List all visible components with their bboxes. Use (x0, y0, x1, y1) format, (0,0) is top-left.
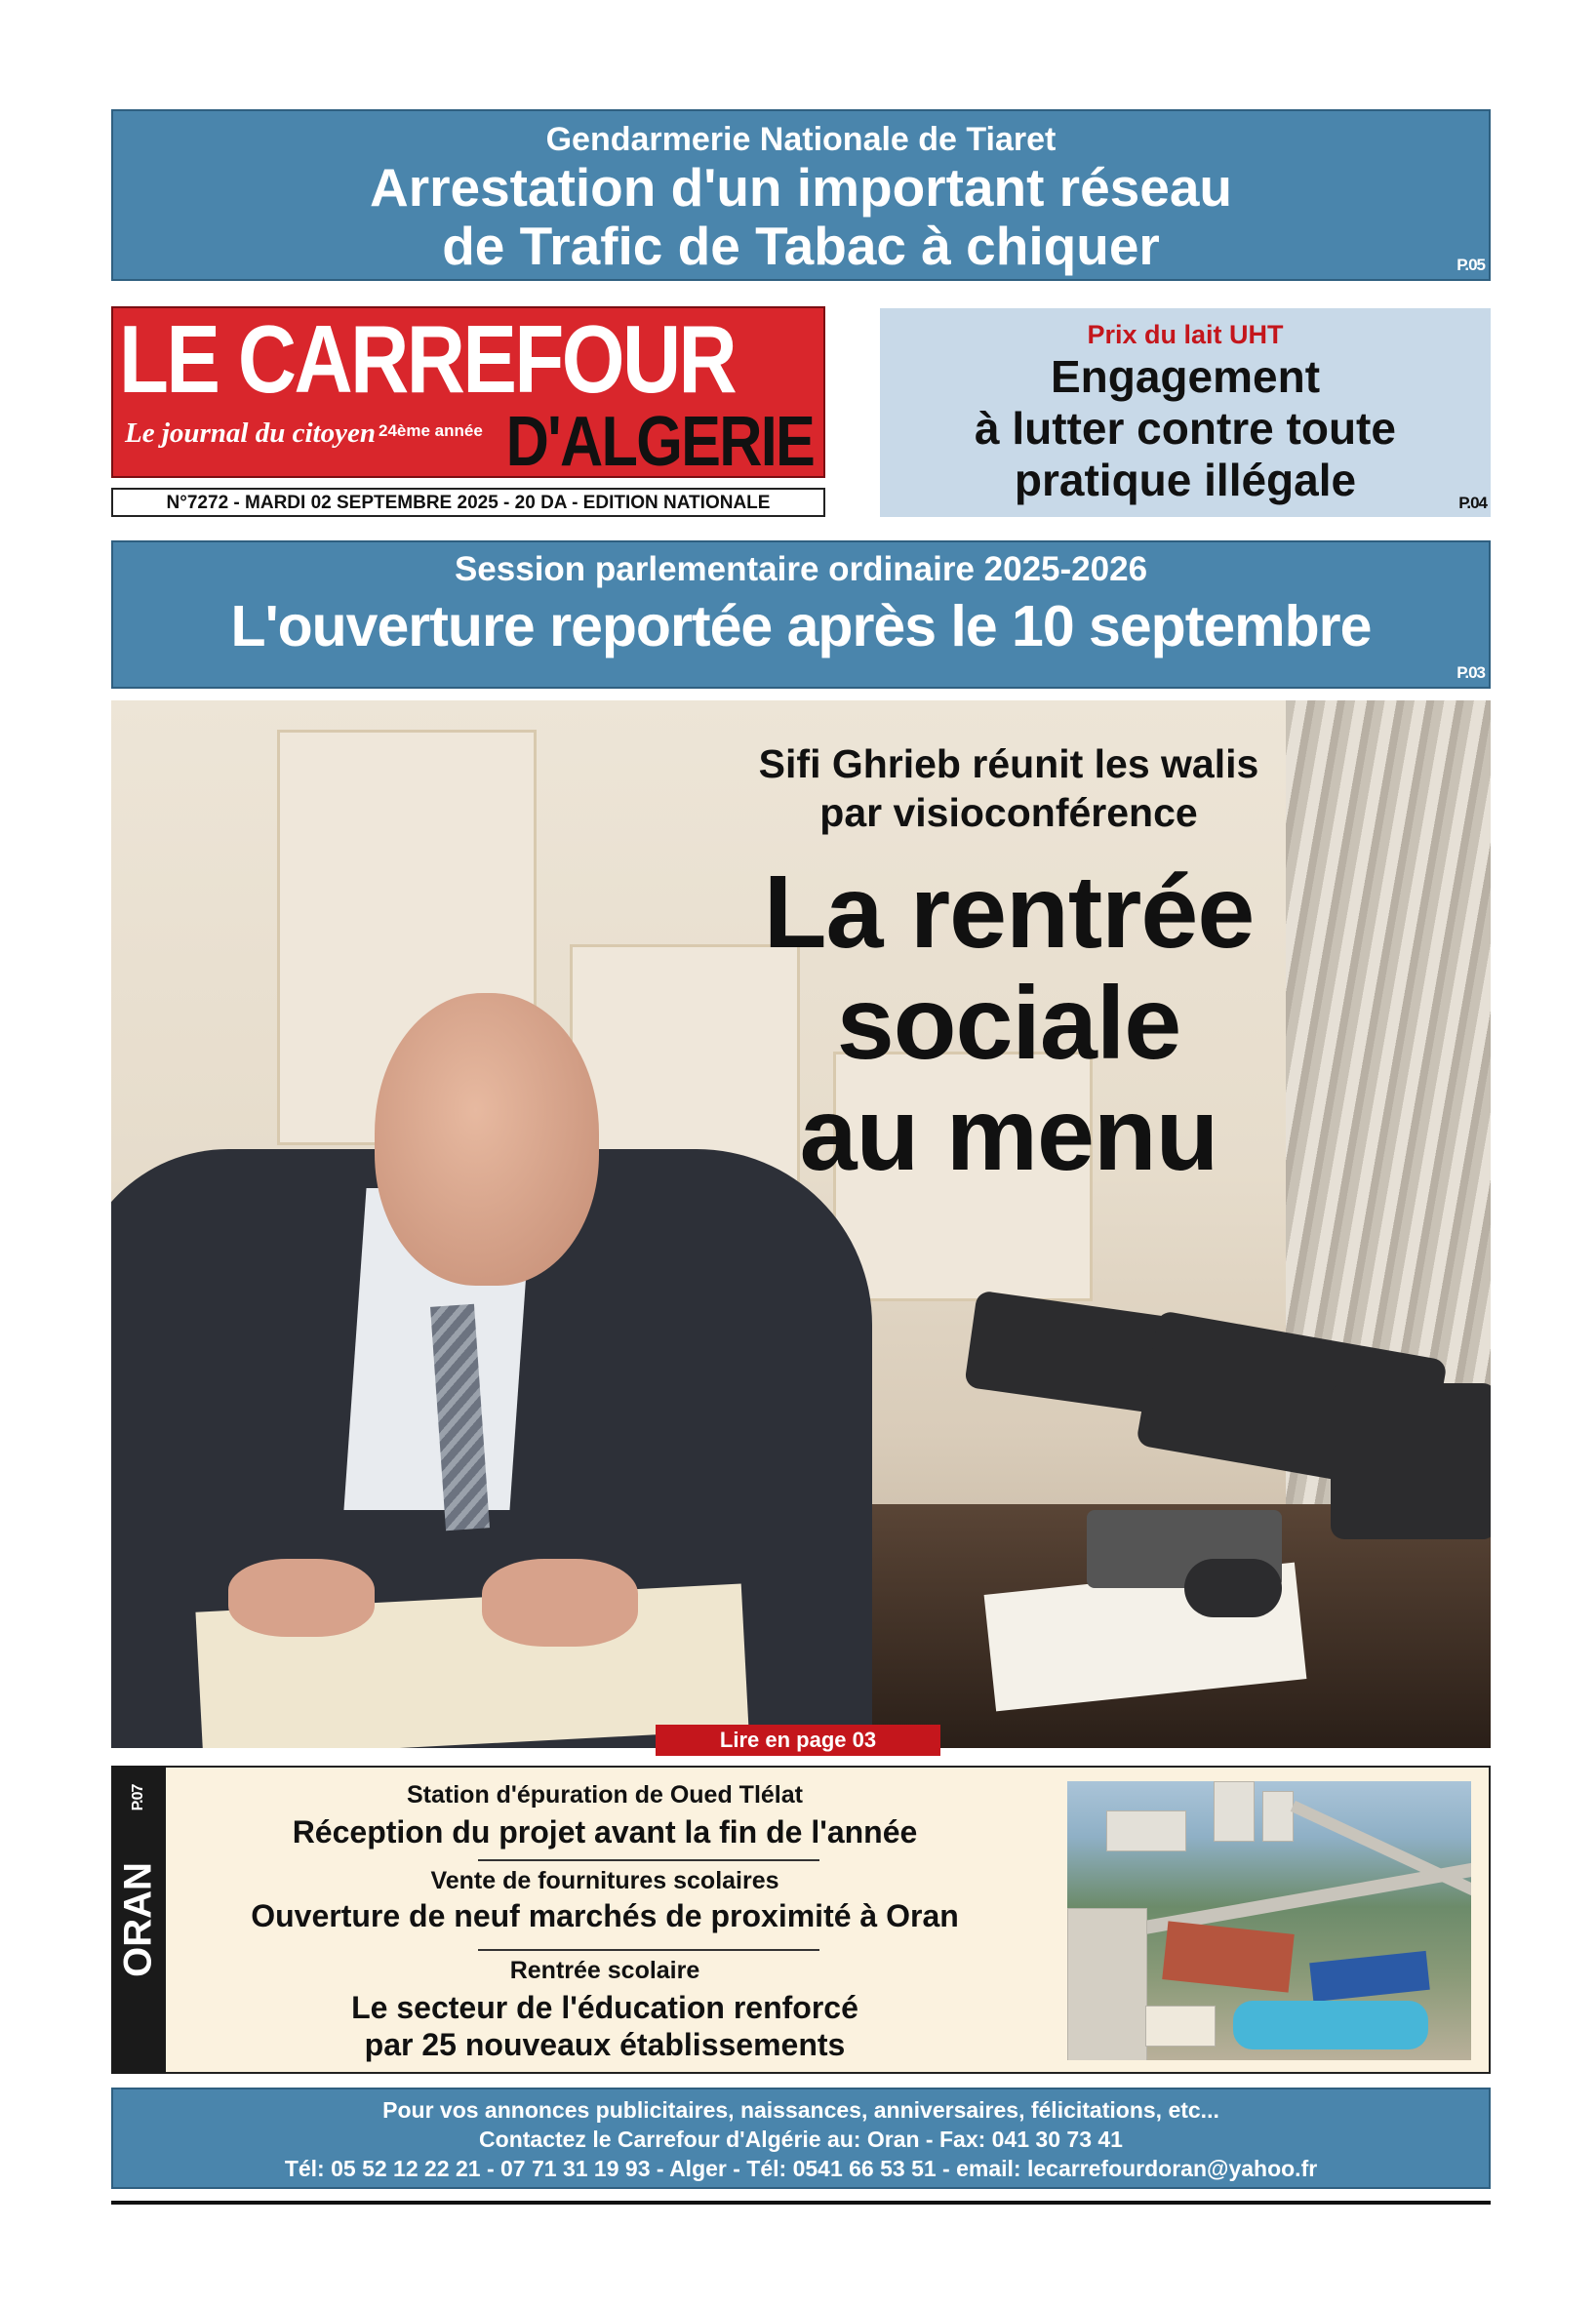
footer-line-3: Tél: 05 52 12 22 21 - 07 71 31 19 93 - Alger - Tél: 0541 66 53 51 - email: lecarrefourdoran@yahoo.fr (284, 2156, 1318, 2181)
milk-box-page-ref: P.04 (1458, 494, 1487, 512)
oran-photo (1067, 1781, 1471, 2060)
session-banner[interactable] (111, 540, 1491, 689)
masthead-edition: 24ème année (379, 421, 483, 440)
milk-box-kicker: Prix du lait UHT (1087, 320, 1284, 349)
oran-divider (478, 1859, 819, 1861)
masthead-tagline: Le journal du citoyen (125, 418, 376, 449)
masthead-name-line-2: D'ALGERIE (505, 403, 814, 478)
main-story[interactable] (111, 700, 1491, 1748)
oran-item-1-headline[interactable]: Réception du projet avant la fin de l'année (292, 1814, 918, 1850)
top-banner-headline-line-1: Arrestation d'un important réseau (369, 157, 1233, 218)
main-story-headline-line-2: sociale (836, 966, 1181, 1081)
read-more-link[interactable]: Lire en page 03 (656, 1725, 940, 1756)
milk-box-headline (880, 351, 1491, 506)
footer-ads-contact[interactable] (111, 2088, 1491, 2189)
footer-line-2: Contactez le Carrefour d'Algérie au: Oran - Fax: 041 30 73 41 (479, 2127, 1123, 2152)
oran-page-ref: P.07 (130, 1784, 146, 1811)
oran-item-2-kicker: Vente de fournitures scolaires (430, 1867, 779, 1894)
bottom-rule (111, 2201, 1491, 2205)
main-story-headline (618, 856, 1399, 1190)
masthead-logo[interactable] (111, 306, 825, 478)
main-story-headline-line-1: La rentrée (763, 855, 1255, 970)
main-story-headline-line-3: au menu (799, 1077, 1218, 1192)
oran-item-2-headline[interactable]: Ouverture de neuf marchés de proximité à Oran (251, 1898, 959, 1933)
main-story-kicker-line-1: Sifi Ghrieb réunit les walis (758, 741, 1259, 786)
oran-section-label: ORAN (116, 1862, 160, 1977)
oran-section-tab[interactable] (111, 1766, 166, 2074)
session-banner-page-ref: P.03 (1456, 663, 1485, 682)
top-banner[interactable] (111, 109, 1491, 281)
main-story-kicker-line-2: par visioconférence (819, 790, 1198, 835)
milk-box-headline-line-2: à lutter contre toute (975, 403, 1396, 454)
oran-item-3-headline-line-1[interactable]: Le secteur de l'éducation renforcé (351, 1990, 858, 2025)
milk-box-headline-line-1: Engagement (1050, 351, 1321, 402)
top-banner-page-ref: P.05 (1456, 256, 1485, 274)
top-banner-kicker: Gendarmerie Nationale de Tiaret (545, 121, 1057, 158)
session-banner-headline: L'ouverture reportée après le 10 septembre (230, 594, 1372, 658)
masthead-name-line-1: LE CARREFOUR (119, 306, 736, 413)
milk-box-headline-line-3: pratique illégale (1014, 455, 1357, 505)
oran-divider (478, 1949, 819, 1951)
top-banner-headline (113, 158, 1489, 275)
session-banner-kicker: Session parlementaire ordinaire 2025-2026 (454, 550, 1148, 588)
main-story-kicker (658, 739, 1360, 837)
footer-line-1: Pour vos annonces publicitaires, naissances, anniversaires, félicitations, etc... (382, 2097, 1219, 2123)
oran-item-3-headline-line-2[interactable]: par 25 nouveaux établissements (364, 2027, 846, 2062)
oran-item-1-kicker: Station d'épuration de Oued Tlélat (407, 1781, 803, 1809)
top-banner-headline-line-2: de Trafic de Tabac à chiquer (442, 216, 1160, 276)
oran-item-3-kicker: Rentrée scolaire (509, 1957, 700, 1984)
milk-price-box[interactable] (880, 308, 1491, 517)
issue-line: N°7272 - MARDI 02 SEPTEMBRE 2025 - 20 DA - EDITION NATIONALE (111, 488, 825, 517)
